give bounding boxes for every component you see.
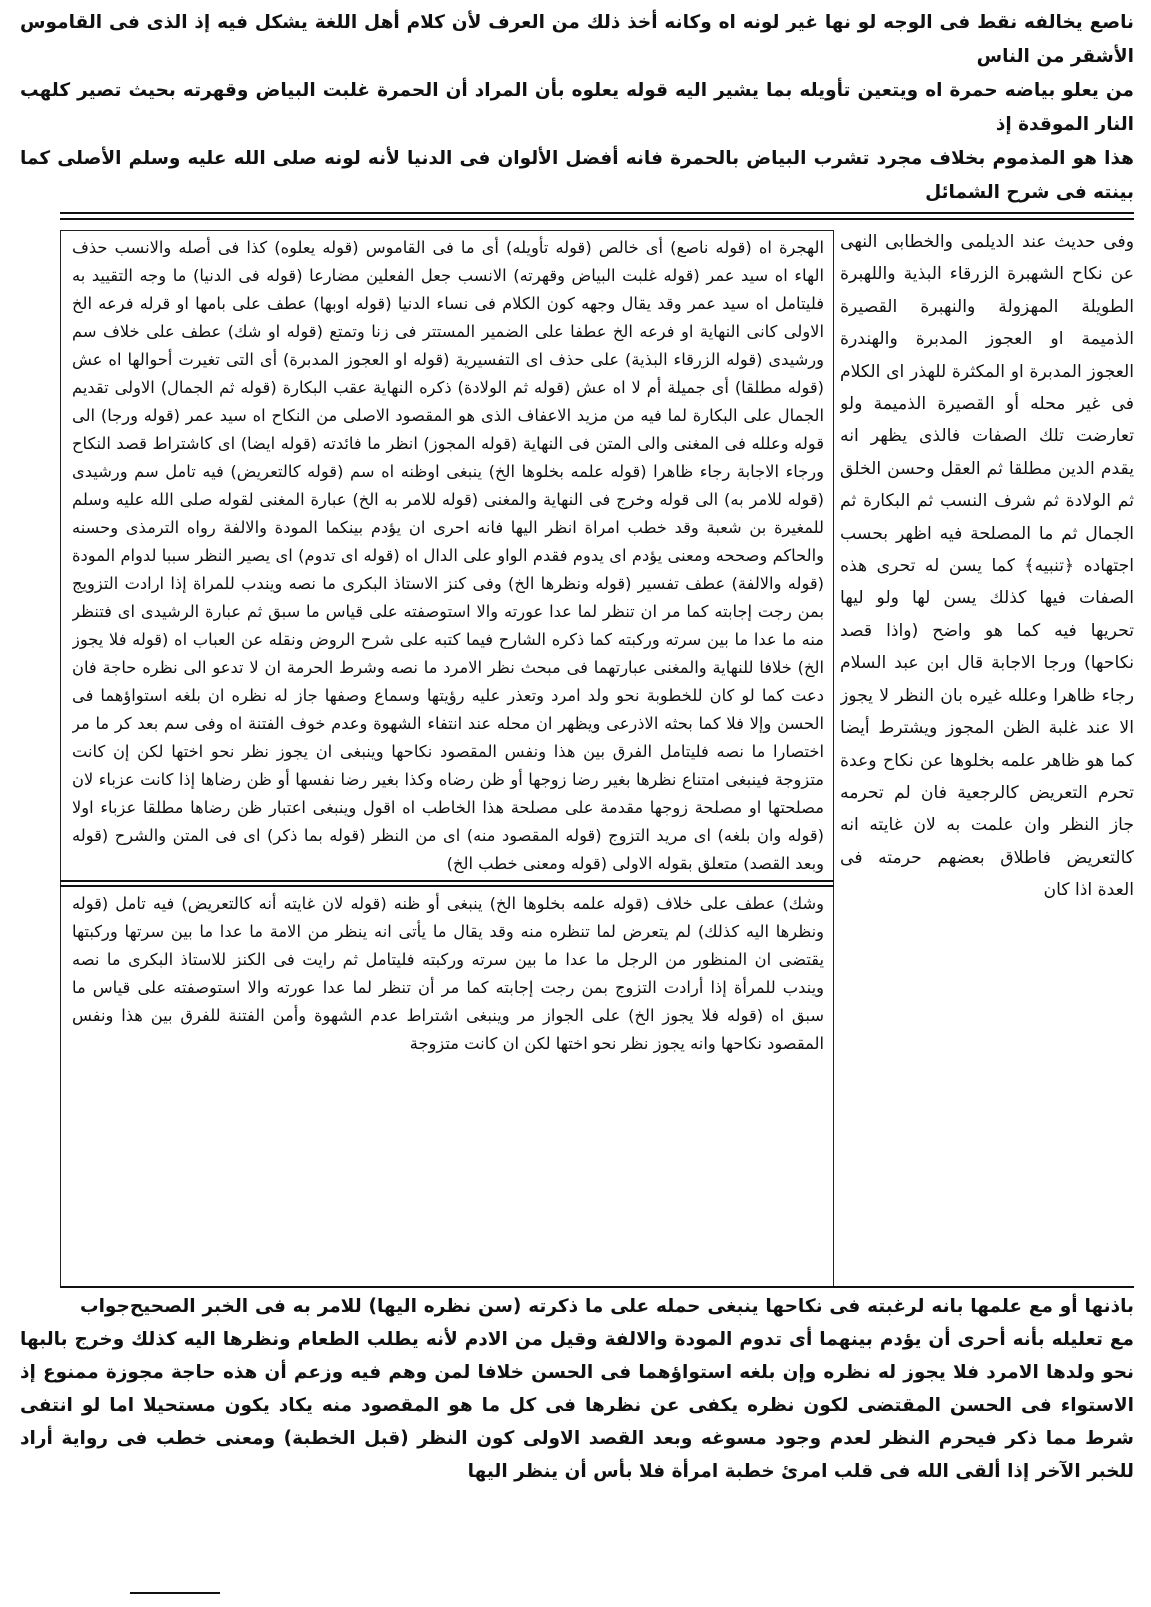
divider-rule-top-1 [60, 212, 1134, 214]
main-text-bottom [20, 1290, 1134, 1520]
main-text-line: ناصع يخالفه نقط فى الوجه لو نها غير لونه اه وكانه أخذ ذلك من العرف لأن كلام أهل اللغة يشكل فيه إذ الذى فى القاموس الأشقر من الناس [20, 12, 1134, 67]
divider-rule-top-2 [60, 218, 1134, 220]
commentary-divider-1 [60, 880, 834, 882]
commentary-divider-2 [60, 885, 834, 887]
side-column-text: وفى حديث عند الديلمى والخطابى النهى عن نكاح الشهبرة الزرقاء البذية واللهبرة الطويلة المهزولة والنهبرة القصيرة الذميمة او العجوز المدبرة والهندرة العجوز المدبرة او المكثرة للهذر اى الكلام فى غير محله أو القصيرة الذميمة ولو تعارضت تلك الصفات فالذى يظهر انه يقدم الدين مطلقا ثم العقل وحسن الخلق ثم الولادة ثم شرف النسب ثم البكارة ثم الجمال ثم ما المصلحة فيه اظهر بحسب اجتهاده ﴿تنبيه﴾ كما يسن له تحرى هذه الصفات فيها كذلك يسن لها ولو ليها تحريها فيه كما هو واضح (واذا قصد نكاحها) ورجا الاجابة قال ابن عبد السلام رجاء ظاهرا وعلله غيره بان النظر لا يجوز الا عند غلبة الظن المجوز ويشترط أيضا كما هو ظاهر علمه بخلوها عن نكاح وعدة تحرم التعريض كالرجعية فان لم تحرمه جاز النظر وان علمت به لان غايته انه كالتعريض فاطلاق بعضهم حرمته فى العدة اذا كان [840, 232, 1134, 901]
main-text-continuation: باذنها أو مع علمها بانه لرغبته فى نكاحها ينبغى حمله على ما ذكرته (سن نظره اليها) للامر به فى الخبر الصحيح مع تعليله بأنه أحرى أن يؤدم بينهما أى تدوم المودة والالفة وقيل من الادم لأنه يطلب الطعام ونظرها اليه كذلك وخرج بالبها نحو ولدها الامرد فلا يجوز له نظره وإن بلغه استواؤهما فى الحسن خلافا لمن وهم فيه وزعم أن هذه حاجة مجوزة ممنوع إذ الاستواء فى الحسن المقتضى لكون نظره يكفى عن نظرها فى كل ما هو المقصود منه يكاد يكون مستحيلا اما لو انتفى شرط مما ذكر فيحرم النظر لعدم وجود مسوغه وبعد القصد الاولى كون النظر (قبل الخطبة) ومعنى خطب فى رواية أراد للخبر الآخر إذا ألقى الله فى قلب امرئ خطبة امرأة فلا بأس أن ينظر اليها [20, 1296, 1134, 1482]
commentary-top: الهجرة اه (قوله ناصع) أى خالص (قوله تأويله) أى ما فى القاموس (قوله يعلوه) كذا فى أصله والانسب حذف الهاء اه سيد عمر (قوله غلبت البياض وقهرته) الانسب جعل الفعلين مضارعا (قوله فى الدنيا) ما وجه التقييد به فليتامل اه سيد عمر وقد يقال وجهه كون الكلام فى نساء الدنيا (قوله اوبها) عطف على بامها او قرله فرعه الخ الاولى كانى النهاية او فرعه الخ عطفا على الضمير المستتر فى زنا وتمتع (قوله او شك) عطف على خلاف سم ورشيدى (قوله الزرقاء البذية) على حذف اى التفسيرية (قوله او العجوز المدبرة) أى التى تغيرت أحوالها اه عش (قوله مطلقا) أى جميلة أم لا اه عش (قوله ثم الولادة) ذكره النهاية عقب البكارة (قوله ثم الجمال) الاولى تقديم الجمال على البكارة لما فيه من مزيد الاعفاف الذى هو المقصود الاصلى من النكاح اه سيد عمر (قوله ورجا) الى قوله وعلله فى المغنى والى المتن فى النهاية (قوله المجوز) انظر ما فائدته (قوله ايضا) اى كاشتراط قصد النكاح ورجاء الاجابة رجاء ظاهرا (قوله علمه بخلوها الخ) ينبغى اوظنه اه سم (قوله كالتعريض) فيه تامل سم ورشيدى (قوله للامر به) الى قوله وخرج فى النهاية والمغنى (قوله للامر به الخ) عبارة المغنى لقوله صلى الله عليه وسلم للمغيرة بن شعبة وقد خطب امراة انظر اليها فانه احرى ان يؤدم بينكما المودة والالفة رواه الترمذى وحسنه والحاكم وصححه ومعنى يؤدم اى يدوم فقدم الواو على الدال اه (قوله اى تدوم) اى يصير النظر سببا لدوام المودة (قوله والالفة) عطف تفسير (قوله ونظرها الخ) وفى كنز الاستاذ البكرى ما نصه ويندب للمراة إذا ارادت التزويج بمن رجت إجابته كما مر ان تنظر لما عدا عورته والا استوصفته على قياس ما سبق ثم عبارة الرشيدى اى فتنظر منه ما عدا ما بين سرته وركبته كما ذكره الشارح فيما كتبه على شرح الروض ونقله عن العباب اه (قوله فلا يجوز الخ) خلافا للنهاية والمغنى عبارتهما فى مبحث نظر الامرد ما نصه وشرط الحرمة ان لا تدعو الى نظره حاجة فان دعت كما لو كان للخطوبة نحو ولد امرد وتعذر عليه رؤيتها وسماع وصفها جاز له نظره ان بلغه استواؤهما فى الحسن وإلا فلا كما بحثه الاذرعى ويظهر ان محله عند انتفاء الشهوة وعدم خوف الفتنة اه وفى سم بعد كر ما مر اختصارا ما نصه فليتامل الفرق بين هذا ونفس المقصود نكاحها وينبغى ان يجوز نظر نحو اختها لكن إن كانت متزوجة فينبغى امتناع نظرها بغير رضا زوجها أو ظن رضاه وكذا بغير رضا نفسها أو ظن رضاها إذا كانت عزباء لان مصلحتها او مصلحة زوجها مقدمة على مصلحة هذا الخاطب اه اقول وينبغى اعتبار ظن رضاها مطلقا عزباء اولا (قوله وان بلغه) اى مريد التزوج (قوله المقصود منه) اى من النظر (قوله بما ذكر) اى فى المتن والشرح (قوله وبعد القصد) متعلق بقوله الاولى (قوله ومعنى خطب الخ) [72, 238, 824, 873]
main-text-top [20, 6, 1134, 206]
main-text-line: هذا هو المذموم بخلاف مجرد تشرب البياض بالحمرة فانه أفضل الألوان فى الدنيا لأنه لونه صلى الله عليه وسلم الأصلى كما بينته فى شرح الشمائل [20, 148, 1134, 203]
divider-rule-bottom [60, 1286, 1134, 1288]
main-text-line: من يعلو بياضه حمرة اه ويتعين تأويله بما يشير اليه قوله يعلوه بأن المراد أن الحمرة غلبت البياض وقهرته بحيث تصير كلهب النار الموقدة إذ [20, 80, 1134, 135]
folio-rule [130, 1592, 220, 1594]
catchword: جواب [80, 1296, 130, 1317]
commentary-bottom: وشك) عطف على خلاف (قوله علمه بخلوها الخ) ينبغى أو ظنه (قوله لان غايته أنه كالتعريض) فيه تامل (قوله ونظرها اليه كذلك) لم يتعرض لما تنظره منه وقد يقال ما يأتى انه ينظر من الامة ما عدا ما بين سرتها وركبتها يقتضى ان المنظور من الرجل ما عدا ما بين سرته وركبته فليتامل ثم رايت فى الكنز للاستاذ البكرى ما نصه ويندب للمرأة إذا أرادت التزوج بمن رجت إجابته كما مر أن تنظر لما عدا عورته والا استوصفته على قياس ما سبق اه (قوله فلا يجوز الخ) على الجواز مر وينبغى اشتراط عدم الشهوة وأمن الفتنة للفرق بين هذا ونفس المقصود نكاحها وانه يجوز نظر نحو اختها لكن ان كانت متزوجة [72, 894, 824, 1053]
